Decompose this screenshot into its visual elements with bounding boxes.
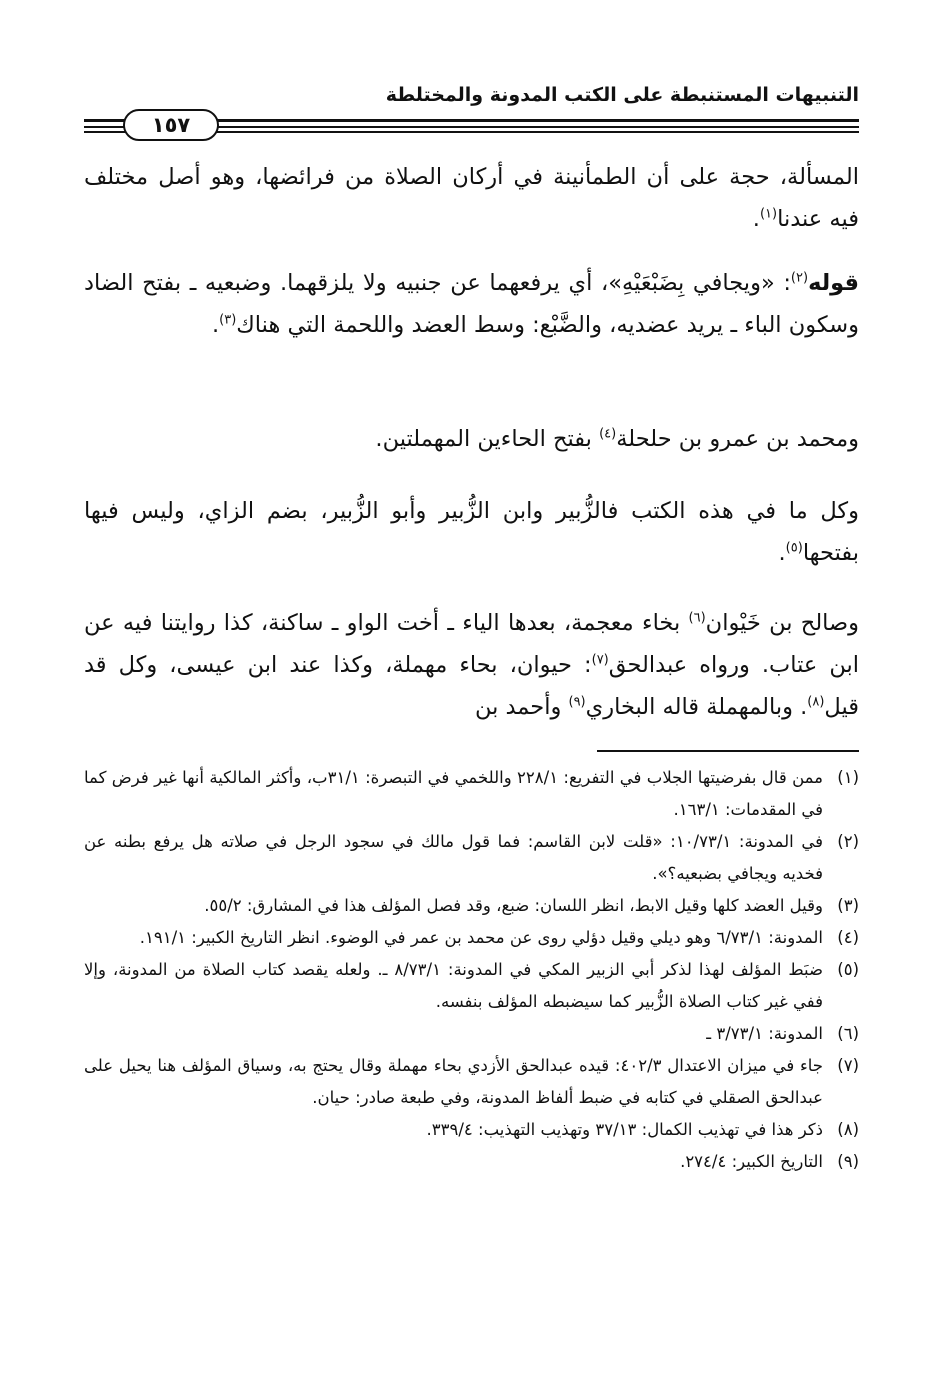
footnote-text: المدونة: ٣/٧٣/١ ـ [706,1024,823,1043]
footnote-item [84,954,859,1018]
footnotes-list [84,762,859,1178]
footnote-item [84,1050,859,1114]
footnote-item [84,890,859,922]
paragraph-2 [84,262,859,346]
footnote-text: ممن قال بفرضيتها الجلاب في التفريع: ٢٢٨/١ واللخمي في التبصرة: ٣١/١ب، وأكثر المالكية أنها غير فرض كما في المقدمات: ١٦٣/١. [84,768,824,819]
footnote-ref-8[interactable]: (٨) [807,694,825,710]
footnote-ref-3[interactable]: (٣) [219,312,237,328]
paragraph-5-text-d: . وبالمهملة قاله البخاري [585,694,808,720]
paragraph-1-end: . [752,206,760,232]
paragraph-3-text-b: بفتح الحاءين المهملتين. [375,426,600,452]
footnote-text: جاء في ميزان الاعتدال ٤٠٢/٣: قيده عبدالحق الأزدي بحاء مهملة وقال يحتج به، وسياق المؤلف هنا يحيل على عبدالحق الصقلي في كتابه في ضبط ألفاظ المدونة، وفي طبعة صادر: حيان. [84,1056,823,1107]
footnote-ref-6[interactable]: (٦) [688,610,706,626]
footnote-text: ذكر هذا في تهذيب الكمال: ٣٧/١٣ وتهذيب التهذيب: ٣٣٩/٤. [426,1120,823,1139]
footnote-number: (٣) [837,896,859,915]
paragraph-2-end: . [211,312,220,338]
paragraph-3-text-a: ومحمد بن عمرو بن حلحلة [616,426,859,452]
page-number-badge [123,109,219,141]
paragraph-1 [84,156,859,240]
footnote-number: (٩) [837,1152,859,1171]
running-title: التنبيهات المستنبطة على الكتب المدونة والمختلطة [385,84,859,106]
footnote-ref-2[interactable]: (٢) [790,270,809,286]
footnote-number: (٢) [837,832,859,851]
footnote-number: (٦) [837,1024,859,1043]
paragraph-1-text: المسألة، حجة على أن الطمأنينة في أركان الصلاة من فرائضها، وهو أصل مختلف فيه عندنا [84,164,859,232]
paragraph-5 [84,602,859,728]
paragraph-4 [84,490,859,574]
footnote-text: وقيل العضد كلها وقيل الابط، انظر اللسان: ضبع، وقد فصل المؤلف هذا في المشارق: ٥٥/٢. [204,896,823,915]
footnote-number: (٨) [837,1120,859,1139]
paragraph-4-end: . [778,540,786,566]
page-number: ١٥٧ [151,113,191,137]
footnote-item [84,1146,859,1178]
paragraph-2-text: : «ويجافي بِضَبْعَيْهِ»، أي يرفعهما عن جنبيه ولا يلزقهما. وضبعيه ـ بفتح الضاد وسكون الباء ـ يريد عضديه، والضَّبْع: وسط العضد واللحمة التي هناك [84,270,859,338]
footnote-number: (٥) [837,960,859,979]
footnote-text: المدونة: ٦/٧٣/١ وهو ديلي وقيل دؤلي روى عن محمد بن عمر في الوضوء. انظر التاريخ الكبير: ١٩١/١. [139,928,823,947]
running-header [84,84,859,110]
footnote-ref-9[interactable]: (٩) [568,694,586,710]
paragraph-5-text-c: : حيوان، بحاء مهملة، وكذا عند ابن عيسى، وكل قد قيل [84,652,859,720]
footnote-text: التاريخ الكبير: ٢٧٤/٤. [680,1152,823,1171]
paragraph-5-text-a: وصالح بن خَيْوان [705,610,859,636]
footnote-text: في المدونة: ١٠/٧٣/١: «قلت لابن القاسم: فما قول مالك في سجود الرجل في صلاته هل يرفع بطنه عن فخديه ويجافي بضبعيه؟». [84,832,823,883]
footnote-number: (١) [837,768,859,787]
footnote-separator [597,750,859,752]
footnote-item [84,762,859,826]
footnote-ref-1[interactable]: (١) [759,206,778,222]
footnote-number: (٧) [837,1056,859,1075]
footnote-ref-7[interactable]: (٧) [591,652,609,668]
footnote-item [84,922,859,954]
footnote-item [84,1114,859,1146]
footnote-item [84,826,859,890]
footnote-ref-4[interactable]: (٤) [599,426,617,442]
footnote-number: (٤) [837,928,859,947]
footnote-text: ضبَط المؤلف لهذا لذكر أبي الزبير المكي في المدونة: ٨/٧٣/١ ـ. ولعله يقصد كتاب الصلاة من المدونة، وإلا ففي غير كتاب الصلاة الزُّبير كما سيضبطه المؤلف بنفسه. [84,960,823,1011]
footnote-ref-5[interactable]: (٥) [785,540,803,556]
footnote-item [84,1018,859,1050]
paragraph-5-text-b: بخاء معجمة، بعدها الياء ـ أخت الواو ـ ساكنة، كذا روايتنا فيه عن ابن عتاب. ورواه عبدالحق [84,610,859,678]
paragraph-5-text-e: وأحمد بن [474,694,569,720]
paragraph-3 [84,418,859,460]
paragraph-2-lead: قوله [808,270,859,296]
paragraph-4-text: وكل ما في هذه الكتب فالزُّبير وابن الزُّبير وأبو الزُّبير، بضم الزاي، وليس فيها بفتحها [84,498,859,566]
